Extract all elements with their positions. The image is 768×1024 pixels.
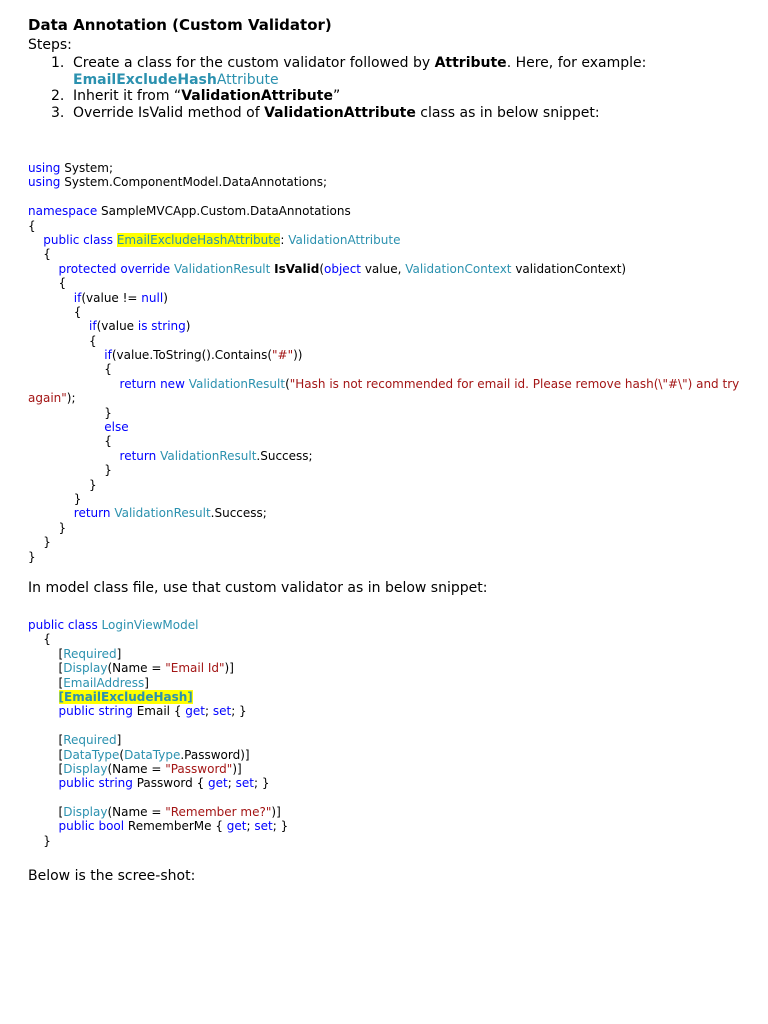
text-token: ValidationContext xyxy=(405,261,512,276)
text-token xyxy=(28,262,59,276)
code-line xyxy=(28,291,739,305)
text-token xyxy=(28,690,59,704)
text-token: "Password" xyxy=(165,761,233,776)
text-token: ” xyxy=(332,88,341,104)
text-token: [ xyxy=(28,761,64,776)
text-token: set xyxy=(212,704,232,719)
step-text xyxy=(73,88,340,104)
text-token xyxy=(28,291,74,305)
text-token: ] xyxy=(116,646,122,661)
text-token: new xyxy=(160,376,185,391)
text-token: ( xyxy=(285,376,290,391)
text-token: Password { xyxy=(132,776,209,791)
text-token: } xyxy=(28,833,51,848)
text-token: )) xyxy=(293,348,303,363)
code-line xyxy=(28,334,739,348)
text-token: Display xyxy=(63,661,108,676)
text-token: ; } xyxy=(253,776,270,791)
text-token: else xyxy=(104,420,129,435)
code-line xyxy=(28,305,739,319)
text-token: ); xyxy=(66,391,76,406)
text-token: } xyxy=(28,477,97,492)
code-line xyxy=(28,175,739,189)
text-token: string xyxy=(98,776,133,791)
text-token: [ xyxy=(28,747,64,762)
text-token: LoginViewModel xyxy=(101,618,199,632)
text-token xyxy=(28,420,104,434)
text-token: Override IsValid method of xyxy=(73,105,265,121)
model-code-snippet xyxy=(28,618,288,848)
text-token: string xyxy=(98,704,133,719)
step-item xyxy=(51,105,600,122)
text-token: .Success; xyxy=(256,448,313,463)
text-token: return xyxy=(119,448,157,463)
text-token: protected override xyxy=(58,261,171,276)
text-token: if xyxy=(73,290,82,305)
code-line xyxy=(28,719,288,733)
text-token: ValidationAttribute xyxy=(264,105,416,121)
code-line xyxy=(28,762,288,776)
step-item xyxy=(51,88,341,105)
text-token: .Success; xyxy=(210,506,267,521)
code-line xyxy=(28,391,739,405)
text-token: public xyxy=(58,819,95,834)
text-token: Required xyxy=(63,646,117,661)
text-token: } xyxy=(28,463,112,478)
code-line xyxy=(28,776,288,790)
code-line xyxy=(28,161,739,175)
text-token: )] xyxy=(271,805,281,820)
code-line xyxy=(28,492,739,506)
text-token: { xyxy=(28,276,67,291)
text-token: . Here, for example: xyxy=(506,55,647,71)
code-line xyxy=(28,348,739,362)
text-token: )] xyxy=(224,661,234,676)
text-token: { xyxy=(28,304,82,319)
text-token: using xyxy=(28,161,61,175)
code-line xyxy=(28,506,739,520)
step-number: 1. xyxy=(51,55,65,71)
text-token: (value != xyxy=(81,290,142,305)
text-token: (Name = xyxy=(107,761,166,776)
step-text xyxy=(73,55,646,71)
code-line xyxy=(28,647,288,661)
text-token: "Email Id" xyxy=(165,661,225,676)
text-token: if xyxy=(89,319,97,334)
text-token: ( xyxy=(119,747,125,762)
text-token: namespace xyxy=(28,204,98,219)
text-token xyxy=(28,819,59,833)
text-token: "Hash is not recommended for email id. Please remove hash(\"#\") and try xyxy=(289,376,740,391)
text-token: ] xyxy=(116,733,122,748)
text-token: validationContext) xyxy=(511,261,627,276)
code-line xyxy=(28,535,739,549)
text-token: System.ComponentModel.DataAnnotations; xyxy=(60,175,328,190)
text-token: ; xyxy=(205,704,213,719)
text-token: Create a class for the custom validator followed by xyxy=(73,55,435,71)
text-token: [ xyxy=(28,646,64,661)
text-token: again" xyxy=(28,391,67,406)
page-title: Data Annotation (Custom Validator) xyxy=(28,16,332,34)
text-token: DataType xyxy=(63,747,120,762)
text-token: public xyxy=(58,704,95,719)
text-token xyxy=(28,348,104,362)
text-token: object xyxy=(324,261,361,276)
step-item xyxy=(51,55,647,72)
code-line xyxy=(28,219,739,233)
text-token: ValidationResult xyxy=(114,506,211,521)
text-token: )] xyxy=(232,761,242,776)
text-token: public xyxy=(58,776,95,791)
step-text xyxy=(73,72,279,88)
step-item xyxy=(73,72,279,89)
text-token: return xyxy=(119,376,157,391)
text-token: Display xyxy=(63,805,108,820)
text-token: [EmailExcludeHash] xyxy=(58,689,193,704)
step-number: 2. xyxy=(51,88,65,104)
text-token: string xyxy=(151,319,186,334)
code-line xyxy=(28,190,739,204)
text-token: } xyxy=(28,535,51,550)
code-line xyxy=(28,319,739,333)
code-line xyxy=(28,406,739,420)
text-token: ; } xyxy=(272,819,289,834)
code-line xyxy=(28,463,739,477)
text-token xyxy=(28,449,120,463)
text-token: (Name = xyxy=(107,661,166,676)
text-token: return xyxy=(73,506,111,521)
text-token: ( xyxy=(319,261,325,276)
text-token: Attribute xyxy=(434,55,507,71)
code-line xyxy=(28,276,739,290)
text-token: Inherit it from “ xyxy=(73,88,182,104)
text-token: Attribute xyxy=(216,72,279,88)
code-line xyxy=(28,618,288,632)
code-line xyxy=(28,805,288,819)
text-token: public class xyxy=(43,232,113,247)
text-token: ValidationResult xyxy=(174,261,271,276)
text-token: ) xyxy=(185,319,191,334)
text-token: (Name = xyxy=(107,805,166,820)
text-token: [ xyxy=(28,805,64,820)
text-token: using xyxy=(28,175,61,190)
validator-code-snippet xyxy=(28,161,739,564)
code-line xyxy=(28,262,739,276)
code-line xyxy=(28,632,288,646)
text-token: EmailExcludeHashAttribute xyxy=(116,232,281,247)
text-token: (value.ToString().Contains( xyxy=(111,348,273,363)
text-token: ValidationAttribute xyxy=(288,232,401,247)
model-intro-text: In model class file, use that custom validator as in below snippet: xyxy=(28,580,488,596)
text-token: ; xyxy=(246,819,255,834)
text-token: : xyxy=(280,232,289,247)
text-token: { xyxy=(28,632,51,647)
text-token: } xyxy=(28,520,67,535)
text-token xyxy=(28,233,43,247)
text-token: ValidationResult xyxy=(160,448,257,463)
text-token: .Password)] xyxy=(180,747,250,762)
text-token: public class xyxy=(28,618,98,632)
code-line xyxy=(28,377,739,391)
code-line xyxy=(28,478,739,492)
text-token: (value xyxy=(96,319,138,334)
text-token: [ xyxy=(28,661,64,676)
steps-label: Steps: xyxy=(28,37,72,53)
text-token: EmailExcludeHash xyxy=(73,72,217,88)
code-line xyxy=(28,834,288,848)
code-line xyxy=(28,819,288,833)
text-token: value, xyxy=(361,261,406,276)
code-line xyxy=(28,420,739,434)
text-token: Display xyxy=(63,761,108,776)
code-line xyxy=(28,748,288,762)
step-text xyxy=(73,105,600,121)
text-token xyxy=(28,704,59,718)
text-token: ; xyxy=(227,776,236,791)
code-line xyxy=(28,233,739,247)
code-line xyxy=(28,733,288,747)
text-token: { xyxy=(28,247,51,262)
text-token: if xyxy=(104,348,112,363)
text-token: get xyxy=(185,704,205,719)
code-line xyxy=(28,449,739,463)
text-token: set xyxy=(235,776,254,791)
text-token: } xyxy=(28,405,112,420)
text-token xyxy=(28,319,89,333)
text-token: { xyxy=(28,333,97,348)
text-token: is xyxy=(137,319,148,334)
code-line xyxy=(28,247,739,261)
code-line xyxy=(28,204,739,218)
text-token: class as in below snippet: xyxy=(415,105,600,121)
text-token: get xyxy=(208,776,228,791)
text-token: EmailAddress xyxy=(63,675,145,690)
text-token: ; } xyxy=(231,704,247,719)
text-token: [ xyxy=(28,675,64,690)
code-line xyxy=(28,362,739,376)
text-token: set xyxy=(254,819,273,834)
code-line xyxy=(28,434,739,448)
code-line xyxy=(28,661,288,675)
text-token: [ xyxy=(28,733,64,748)
code-line xyxy=(28,521,739,535)
text-token: bool xyxy=(98,819,125,834)
text-token: { xyxy=(28,362,112,377)
text-token: { xyxy=(28,434,112,449)
step-number: 3. xyxy=(51,105,65,121)
text-token: null xyxy=(141,290,164,305)
code-line xyxy=(28,690,288,704)
text-token: SampleMVCApp.Custom.DataAnnotations xyxy=(97,204,351,219)
text-token: RememberMe { xyxy=(124,819,227,834)
text-token: Required xyxy=(63,733,117,748)
text-token: ] xyxy=(144,675,149,690)
text-token: ) xyxy=(163,290,168,305)
text-token: } xyxy=(28,549,36,564)
screenshot-intro-text: Below is the scree-shot: xyxy=(28,868,196,884)
text-token: ValidationAttribute xyxy=(181,88,333,104)
text-token: IsValid xyxy=(274,261,320,276)
text-token: } xyxy=(28,491,82,506)
text-token: Email { xyxy=(132,704,186,719)
text-token: "Remember me?" xyxy=(165,805,272,820)
text-token xyxy=(28,776,59,790)
text-token: System; xyxy=(60,161,114,175)
text-token: get xyxy=(226,819,247,834)
text-token xyxy=(28,377,120,391)
code-line xyxy=(28,550,739,564)
text-token: ValidationResult xyxy=(188,376,286,391)
code-line xyxy=(28,676,288,690)
code-line xyxy=(28,791,288,805)
code-line xyxy=(28,704,288,718)
text-token: "#" xyxy=(272,348,294,363)
text-token xyxy=(28,506,74,520)
text-token: { xyxy=(28,218,36,233)
text-token: DataType xyxy=(124,747,181,762)
